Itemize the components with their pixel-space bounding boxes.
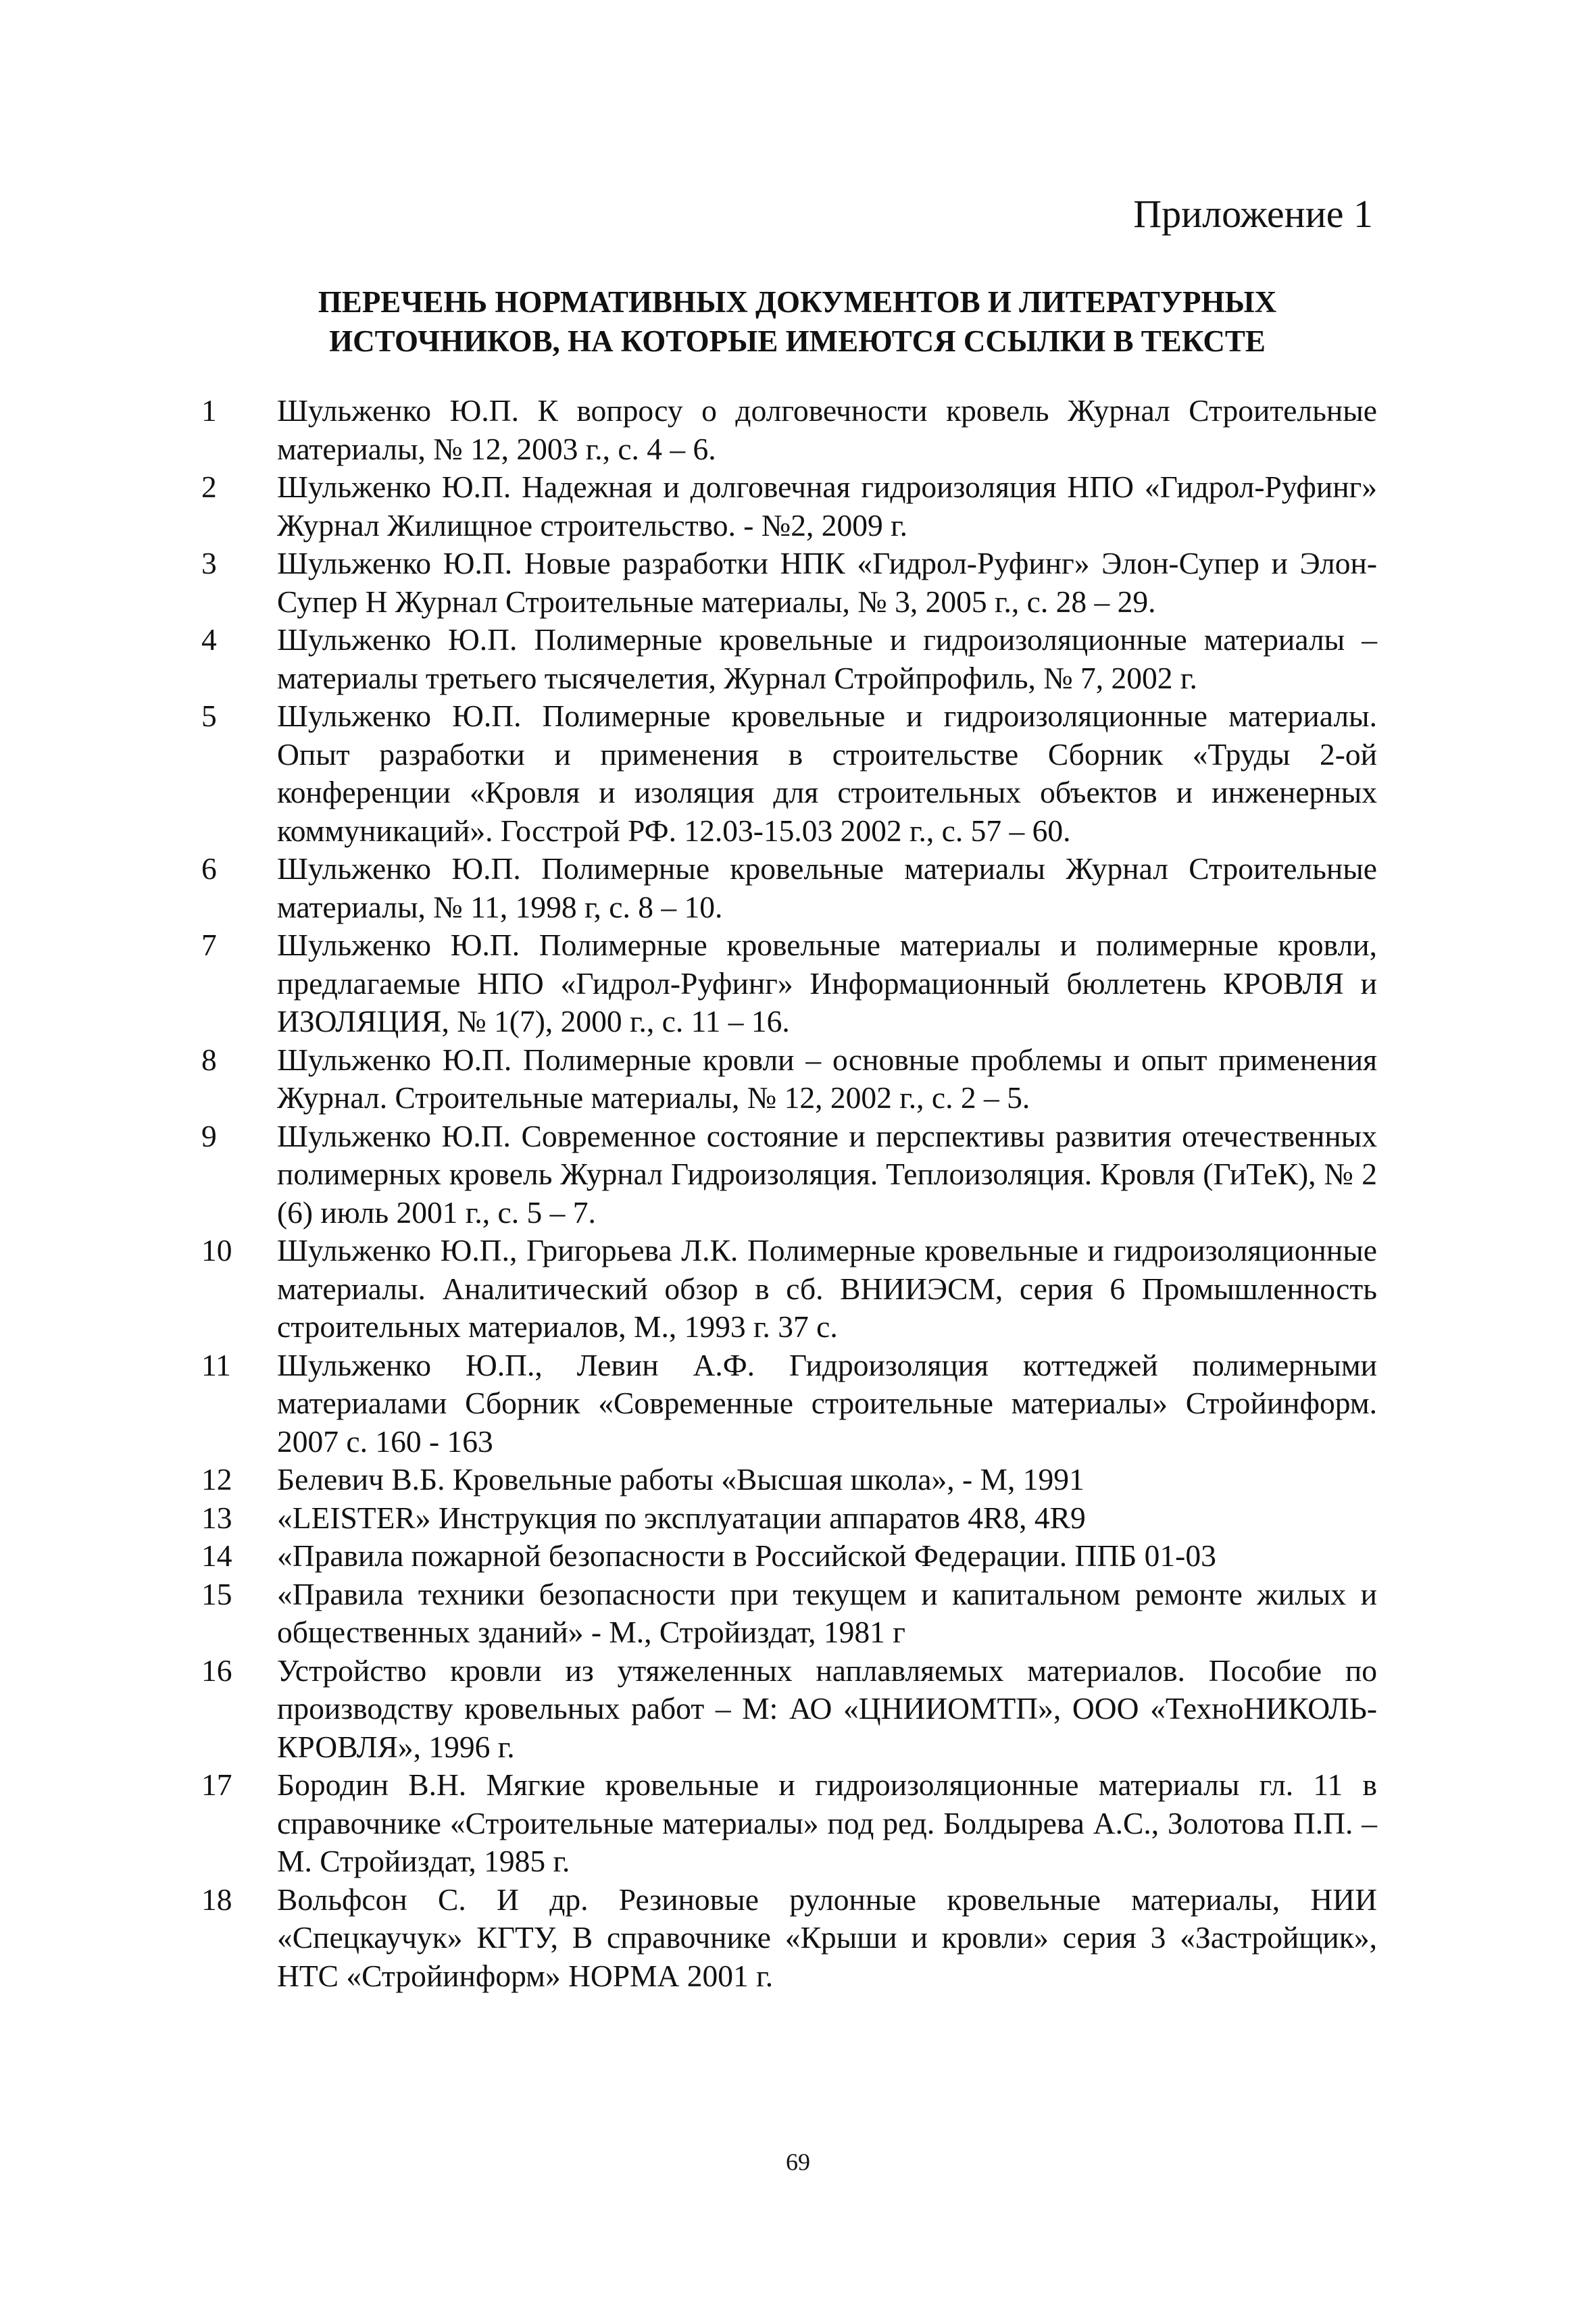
reference-item: [201, 1117, 1377, 1232]
reference-number: 11: [201, 1347, 231, 1382]
reference-number: 2: [201, 470, 217, 504]
reference-number: 4: [201, 622, 217, 657]
reference-text: Бородин В.Н. Мягкие кровельные и гидроизоляционные материалы гл. 11 в справочнике «Строительные материалы» под ред. Болдырева А.С., Золотова П.П. – М. Стройиздат, 1985 г.: [277, 1767, 1377, 1878]
reference-number: 13: [201, 1500, 232, 1535]
reference-text: Шульженко Ю.П. Полимерные кровельные и гидроизоляционные материалы – материалы третьего тысячелетия, Журнал Стройпрофиль, № 7, 2002 г.: [277, 622, 1377, 695]
reference-text: «Правила пожарной безопасности в Российской Федерации. ППБ 01-03: [277, 1538, 1216, 1573]
reference-text: Шульженко Ю.П. Новые разработки НПК «Гидрол-Руфинг» Элон-Супер и Элон-Супер Н Журнал Строительные материалы, № 3, 2005 г., с. 28 – 29.: [277, 546, 1377, 619]
title-line-1: ПЕРЕЧЕНЬ НОРМАТИВНЫХ ДОКУМЕНТОВ И ЛИТЕРАТУРНЫХ: [318, 285, 1277, 319]
reference-item: [201, 1881, 1377, 1996]
reference-text: «Правила техники безопасности при текущем и капитальном ремонте жилых и общественных зданий» - М., Стройиздат, 1981 г: [277, 1576, 1377, 1649]
reference-number: 18: [201, 1882, 232, 1917]
reference-item: [201, 1766, 1377, 1881]
reference-item: [201, 392, 1377, 468]
appendix-label: Приложение 1: [1133, 192, 1373, 236]
reference-item: [201, 1232, 1377, 1347]
reference-text: Шульженко Ю.П. Полимерные кровельные материалы Журнал Строительные материалы, № 11, 1998 г, с. 8 – 10.: [277, 851, 1377, 924]
reference-text: Шульженко Ю.П. Полимерные кровельные материалы и полимерные кровли, предлагаемые НПО «Гидрол-Руфинг» Информационный бюллетень КРОВЛЯ и ИЗОЛЯЦИЯ, № 1(7), 2000 г., с. 11 – 16.: [277, 928, 1377, 1038]
reference-number: 9: [201, 1118, 217, 1153]
reference-number: 8: [201, 1042, 217, 1077]
reference-text: «LEISTER» Инструкция по эксплуатации аппаратов 4R8, 4R9: [277, 1500, 1086, 1535]
reference-item: [201, 621, 1377, 697]
reference-text: Шульженко Ю.П. Надежная и долговечная гидроизоляция НПО «Гидрол-Руфинг» Журнал Жилищное строительство. - №2, 2009 г.: [277, 470, 1377, 543]
reference-item: [201, 926, 1377, 1041]
reference-item: [201, 697, 1377, 850]
reference-text: Шульженко Ю.П. Полимерные кровельные и гидроизоляционные материалы. Опыт разработки и применения в строительстве Сборник «Труды 2-ой конференции «Кровля и изоляция для строительных объектов и инженерных коммуникаций». Госстрой РФ. 12.03-15.03 2002 г., с. 57 – 60.: [277, 699, 1377, 848]
reference-item: [201, 1461, 1377, 1499]
page-number: 69: [786, 2148, 810, 2175]
reference-item: [201, 1652, 1377, 1767]
reference-item: [201, 545, 1377, 621]
reference-number: 16: [201, 1653, 232, 1688]
reference-item: [201, 1537, 1377, 1576]
reference-number: 12: [201, 1462, 232, 1496]
reference-text: Шульженко Ю.П. Современное состояние и перспективы развития отечественных полимерных кровель Журнал Гидроизоляция. Теплоизоляция. Кровля (ГиТеК), № 2 (6) июль 2001 г., с. 5 – 7.: [277, 1118, 1377, 1230]
reference-number: 6: [201, 851, 217, 886]
reference-text: Шульженко Ю.П. Полимерные кровли – основные проблемы и опыт применения Журнал. Строительные материалы, № 12, 2002 г., с. 2 – 5.: [277, 1042, 1377, 1115]
reference-number: 10: [201, 1233, 232, 1267]
reference-number: 1: [201, 393, 217, 428]
reference-text: Вольфсон С. И др. Резиновые рулонные кровельные материалы, НИИ «Спецкаучук» КГТУ, В справочнике «Крыши и кровли» серия 3 «Застройщик», НТС «Стройинформ» НОРМА 2001 г.: [277, 1882, 1377, 1993]
reference-text: Устройство кровли из утяжеленных наплавляемых материалов. Пособие по производству кровельных работ – М: АО «ЦНИИОМТП», ООО «ТехноНИКОЛЬ-КРОВЛЯ», 1996 г.: [277, 1653, 1377, 1764]
reference-number: 3: [201, 546, 217, 580]
reference-item: [201, 1347, 1377, 1461]
reference-number: 7: [201, 928, 217, 962]
reference-text: Шульженко Ю.П. К вопросу о долговечности кровель Журнал Строительные материалы, № 12, 2003 г., с. 4 – 6.: [277, 393, 1377, 466]
reference-item: [201, 1041, 1377, 1117]
reference-item: [201, 1499, 1377, 1538]
reference-text: Белевич В.Б. Кровельные работы «Высшая школа», - М, 1991: [277, 1462, 1084, 1496]
document-title: [203, 282, 1392, 361]
reference-item: [201, 468, 1377, 545]
reference-text: Шульженко Ю.П., Григорьева Л.К. Полимерные кровельные и гидроизоляционные материалы. Аналитический обзор в сб. ВНИИЭСМ, серия 6 Промышленность строительных материалов, М., 1993 г. 37 с.: [277, 1233, 1377, 1344]
title-line-2: ИСТОЧНИКОВ, НА КОТОРЫЕ ИМЕЮТСЯ ССЫЛКИ В ТЕКСТЕ: [329, 324, 1266, 358]
reference-item: [201, 850, 1377, 926]
reference-item: [201, 1576, 1377, 1652]
reference-list: [201, 392, 1377, 1995]
reference-number: 5: [201, 699, 217, 733]
reference-text: Шульженко Ю.П., Левин А.Ф. Гидроизоляция коттеджей полимерными материалами Сборник «Современные строительные материалы» Стройинформ. 2007 с. 160 - 163: [277, 1347, 1377, 1459]
reference-number: 14: [201, 1538, 232, 1573]
reference-number: 15: [201, 1576, 232, 1611]
reference-number: 17: [201, 1767, 232, 1802]
